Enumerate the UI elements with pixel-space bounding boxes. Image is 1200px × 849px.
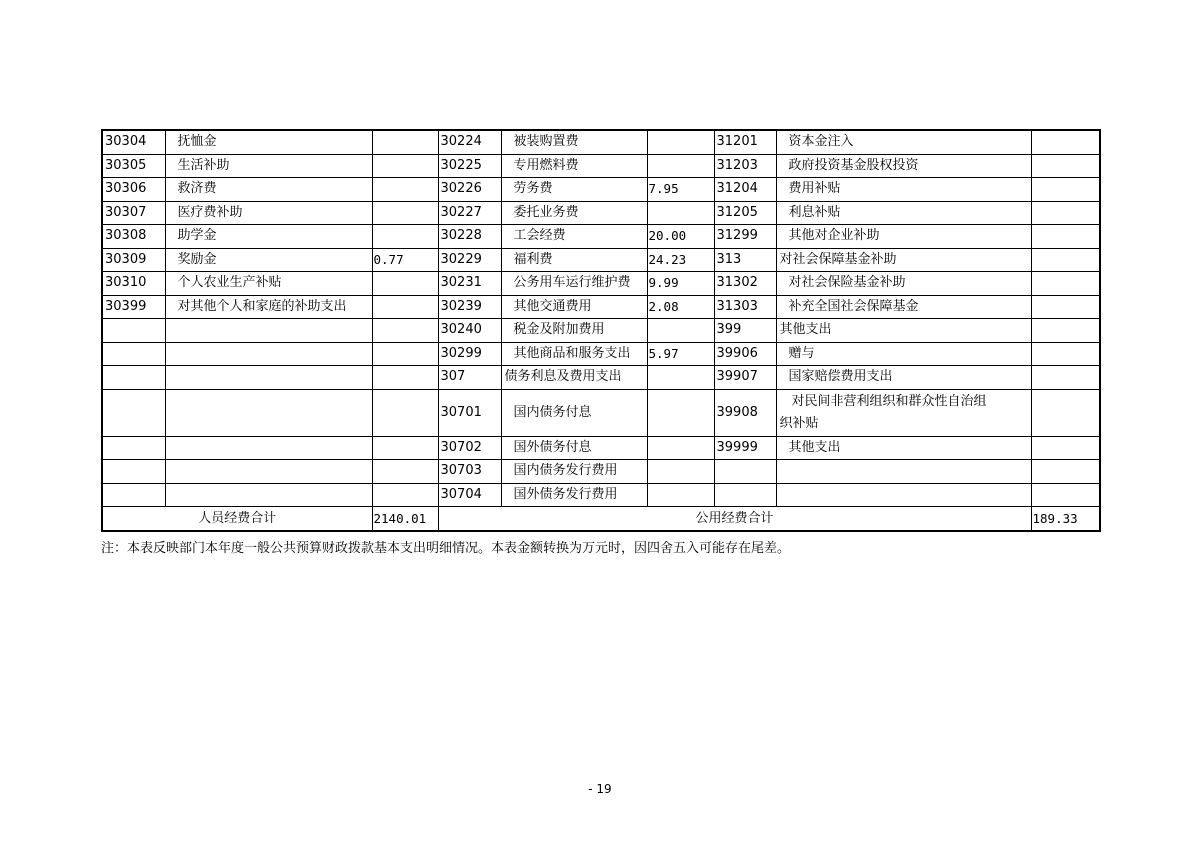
cell-code (102, 483, 165, 507)
cell-amount (372, 366, 438, 390)
totals-row (102, 507, 1100, 532)
table-row (102, 389, 1100, 436)
cell-code: 30701 (438, 389, 501, 436)
cell-name: 对其他个人和家庭的补助支出 (165, 295, 372, 319)
cell-name (165, 460, 372, 484)
cell-amount: 7.95 (647, 178, 714, 202)
table-row (102, 201, 1100, 225)
cell-name: 助学金 (165, 225, 372, 249)
cell-name: 对社会保险基金补助 (776, 272, 1031, 296)
table-row (102, 248, 1100, 272)
cell-amount: 9.99 (647, 272, 714, 296)
cell-code: 39906 (714, 342, 776, 366)
cell-code (714, 483, 776, 507)
cell-amount (647, 319, 714, 343)
wrapped-name-line1: 对民间非营利组织和群众性自治组 (791, 393, 987, 409)
cell-code: 30239 (438, 295, 501, 319)
cell-name: 劳务费 (501, 178, 647, 202)
cell-code: 30308 (102, 225, 165, 249)
cell-name: 其他支出 (776, 319, 1031, 343)
cell-amount (372, 483, 438, 507)
cell-amount (1031, 295, 1100, 319)
cell-amount (647, 389, 714, 436)
wrapped-name-line2: 织补贴 (779, 415, 819, 431)
cell-name (165, 342, 372, 366)
cell-code: 31303 (714, 295, 776, 319)
cell-name: 奖励金 (165, 248, 372, 272)
cell-code (102, 460, 165, 484)
cell-code: 31201 (714, 130, 776, 154)
cell-code: 30227 (438, 201, 501, 225)
cell-name: 国内债务发行费用 (501, 460, 647, 484)
cell-code: 30240 (438, 319, 501, 343)
cell-name: 福利费 (501, 248, 647, 272)
cell-code: 399 (714, 319, 776, 343)
cell-name (776, 483, 1031, 507)
cell-name (165, 319, 372, 343)
cell-amount (1031, 154, 1100, 178)
cell-amount (1031, 483, 1100, 507)
cell-code: 30228 (438, 225, 501, 249)
cell-amount (1031, 436, 1100, 460)
cell-name: 医疗费补助 (165, 201, 372, 225)
cell-code: 30231 (438, 272, 501, 296)
cell-name (165, 436, 372, 460)
cell-name (776, 389, 1031, 436)
cell-code: 30304 (102, 130, 165, 154)
cell-name: 赠与 (776, 342, 1031, 366)
cell-amount (1031, 248, 1100, 272)
cell-name: 国外债务发行费用 (501, 483, 647, 507)
cell-name: 救济费 (165, 178, 372, 202)
cell-code: 30703 (438, 460, 501, 484)
cell-name: 税金及附加费用 (501, 319, 647, 343)
cell-name: 补充全国社会保障基金 (776, 295, 1031, 319)
cell-amount: 20.00 (647, 225, 714, 249)
cell-amount (1031, 225, 1100, 249)
cell-code (102, 319, 165, 343)
table-row (102, 436, 1100, 460)
cell-amount: 2.08 (647, 295, 714, 319)
cell-name (165, 389, 372, 436)
cell-amount (647, 130, 714, 154)
cell-name: 其他商品和服务支出 (501, 342, 647, 366)
cell-amount (1031, 389, 1100, 436)
table-body (102, 130, 1100, 531)
cell-amount: 0.77 (372, 248, 438, 272)
cell-amount (372, 272, 438, 296)
cell-amount (372, 130, 438, 154)
cell-code: 31203 (714, 154, 776, 178)
cell-code: 31204 (714, 178, 776, 202)
cell-code: 30226 (438, 178, 501, 202)
cell-name: 政府投资基金股权投资 (776, 154, 1031, 178)
cell-code (102, 389, 165, 436)
cell-code: 30309 (102, 248, 165, 272)
cell-name (776, 460, 1031, 484)
cell-code (102, 436, 165, 460)
cell-code: 39908 (714, 389, 776, 436)
table-row (102, 130, 1100, 154)
cell-amount (1031, 342, 1100, 366)
cell-code: 30704 (438, 483, 501, 507)
cell-code: 30702 (438, 436, 501, 460)
cell-amount (372, 319, 438, 343)
cell-amount (1031, 319, 1100, 343)
cell-amount: 5.97 (647, 342, 714, 366)
cell-amount (1031, 366, 1100, 390)
cell-code: 39907 (714, 366, 776, 390)
cell-amount (372, 178, 438, 202)
cell-amount (647, 460, 714, 484)
cell-code: 31302 (714, 272, 776, 296)
cell-name: 抚恤金 (165, 130, 372, 154)
cell-amount (372, 342, 438, 366)
cell-name: 国外债务付息 (501, 436, 647, 460)
table-row (102, 154, 1100, 178)
table-row (102, 295, 1100, 319)
table-row (102, 178, 1100, 202)
budget-expense-table (101, 129, 1101, 532)
cell-code: 31205 (714, 201, 776, 225)
cell-amount (372, 436, 438, 460)
cell-code: 30225 (438, 154, 501, 178)
table-row (102, 225, 1100, 249)
cell-amount (1031, 460, 1100, 484)
cell-amount (372, 154, 438, 178)
cell-name: 个人农业生产补贴 (165, 272, 372, 296)
personnel-total-value: 2140.01 (372, 507, 438, 532)
cell-amount (647, 201, 714, 225)
cell-code: 30224 (438, 130, 501, 154)
cell-name: 生活补助 (165, 154, 372, 178)
cell-code: 30306 (102, 178, 165, 202)
cell-code: 307 (438, 366, 501, 390)
table-row (102, 272, 1100, 296)
cell-code: 30299 (438, 342, 501, 366)
cell-name: 专用燃料费 (501, 154, 647, 178)
cell-code: 30399 (102, 295, 165, 319)
cell-code: 30305 (102, 154, 165, 178)
cell-amount (372, 460, 438, 484)
cell-amount (372, 295, 438, 319)
cell-code: 30310 (102, 272, 165, 296)
cell-name: 公务用车运行维护费 (501, 272, 647, 296)
cell-name: 国内债务付息 (501, 389, 647, 436)
cell-name: 其他支出 (776, 436, 1031, 460)
cell-amount (647, 154, 714, 178)
cell-name (165, 483, 372, 507)
cell-name: 其他交通费用 (501, 295, 647, 319)
cell-code (102, 342, 165, 366)
cell-name: 利息补贴 (776, 201, 1031, 225)
cell-name: 被装购置费 (501, 130, 647, 154)
cell-amount (647, 436, 714, 460)
footnote: 注：本表反映部门本年度一般公共预算财政拨款基本支出明细情况。本表金额转换为万元时，因四舍五入可能存在尾差。 (101, 541, 791, 556)
cell-code: 313 (714, 248, 776, 272)
cell-name: 资本金注入 (776, 130, 1031, 154)
cell-amount (372, 225, 438, 249)
cell-code: 30229 (438, 248, 501, 272)
public-total-value: 189.33 (1031, 507, 1100, 532)
cell-code: 31299 (714, 225, 776, 249)
cell-amount: 24.23 (647, 248, 714, 272)
cell-name: 费用补贴 (776, 178, 1031, 202)
cell-name: 委托业务费 (501, 201, 647, 225)
cell-code (714, 460, 776, 484)
cell-code: 39999 (714, 436, 776, 460)
cell-name (165, 366, 372, 390)
personnel-total-label: 人员经费合计 (102, 507, 372, 532)
cell-amount (372, 389, 438, 436)
table-row (102, 319, 1100, 343)
cell-amount (372, 201, 438, 225)
cell-code: 30307 (102, 201, 165, 225)
page-number: - 19 (588, 782, 612, 796)
cell-name: 债务利息及费用支出 (501, 366, 647, 390)
cell-amount (647, 366, 714, 390)
cell-amount (1031, 130, 1100, 154)
table-row (102, 483, 1100, 507)
cell-name: 其他对企业补助 (776, 225, 1031, 249)
cell-name: 国家赔偿费用支出 (776, 366, 1031, 390)
cell-amount (647, 483, 714, 507)
table-row (102, 460, 1100, 484)
cell-amount (1031, 272, 1100, 296)
cell-name: 工会经费 (501, 225, 647, 249)
table-row (102, 342, 1100, 366)
cell-amount (1031, 178, 1100, 202)
public-total-label: 公用经费合计 (438, 507, 1031, 532)
table-row (102, 366, 1100, 390)
cell-amount (1031, 201, 1100, 225)
cell-name: 对社会保障基金补助 (776, 248, 1031, 272)
cell-code (102, 366, 165, 390)
